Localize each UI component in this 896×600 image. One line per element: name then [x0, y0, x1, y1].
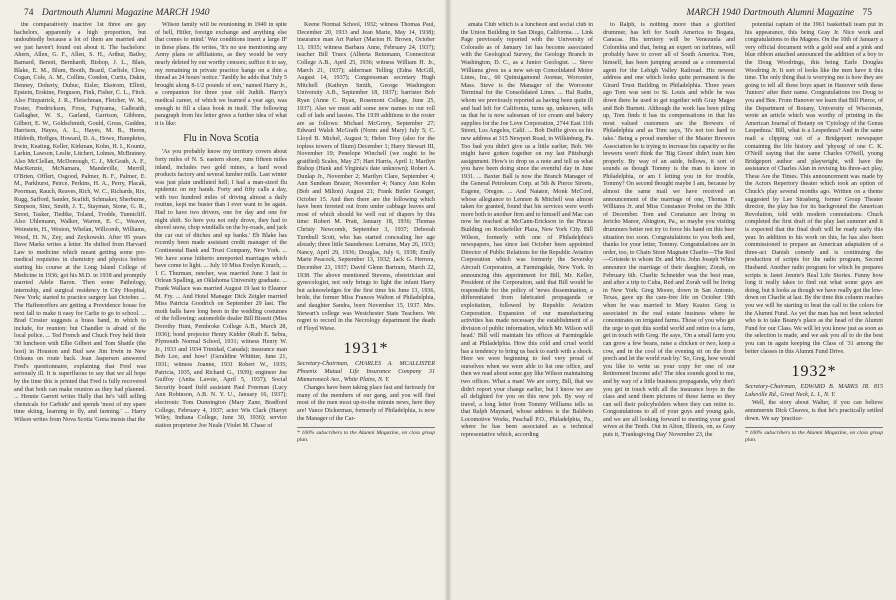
left-running-title: Dartmouth Alumni Magazine — [41, 8, 154, 18]
column-text: Well, the story about Walter, if you can believe annumernis Dick Cleaves, is that he's practically settled down. We say 'practice- — [745, 400, 883, 422]
book-gutter — [444, 0, 452, 600]
right-page — [448, 0, 896, 600]
column-text: 'As you probably know my territory covers about forty miles of N. S. eastern shore, runs fifteen miles inland, includes two gold mines, a hard wood products factory and several lumber mills. Last winter was just plain undiluted hell; I had a man-sized flu epidemic on my hands. Forty and fifty calls a day, with two hundred miles of driving almost a daily routine, kept me busier than I ever want to be again. Had to have two drivers, one for day and one for night shift. So here you not only drove, they had to shovel snow, chop windfalls on the by-roads, and jack the car out of ditches and up banks.' Eb Blake has recently been made assistant credit manager of the Continental Bank and Trust Company, New York. ... We have some hitherto unreported marriages which have come to light. ... July 10 Miss Evelyn Korach, ... 1 C. Thurman, rancher, was married June 3 last to Orlean Spalling, an Oklahoma University graduate. ... Frank Wallace was married August 19 last to Eleanor M. Fry. ... And Hotel Manager Dick Zeigler married Miss Patricia Goodrich on September 29 last. The moth balls have long been in the wedding costumes of the following: automobile dealer Bill Bissett (Miss Dorothy Hunt, Pembroke College A.B., March 28, 1936); bond projector Henry Kidder (Ruth E. Sebra, Plymouth Normal School, 1931; witness Henry W. Jr., 1933 and 1934 Trinidad, Canada); insurance man Bob Lee, and how! (Geraldine Whittier, June 21, 1931; witness Joanne, 1931 Robert W., 1935; Patricia, 1935, and Richard G., 1939); engineer Joe Guilfoy (Anita Lavoie, April 5, 1937); Social Security board field assistant Paul Freeman (Lucy Ann Robinson, A.B. N. Y. U., January 16, 1937); electronic Tom Dunnington (Mary Zane, Bradford College, February 4, 1937; actor Wis Clark (Harryt Wiley, Indiana College, June 30, 1936); service station proprietor Joe Neale (Violet M. Chase of — [155, 149, 287, 429]
left-column-3 — [297, 22, 435, 588]
right-column-1 — [461, 22, 593, 588]
column-text: Wilson family will be reunioning in 1940 in spite of hell, Hitler, foreign exchange and anything else that comes to mind.' War conditions insert a large IF in these plans. He writes, 'It's no use mentioning any Army plans or affiliations, as they would be very nearly deleted by our worthy censors; suffice it to say, my remaining in private practice hangs on a thin a thread as 24 hours' notice.' Tardily he adds that 'July 5 brought along 8-1/2 pounds of son,' named Harry Jr., a companion for three year old Judith. Harry's medical career, of which we learned a year ago, was enough to fill a class book in itself. The following paragraph from his letter gives a further idea of what it is like: — [155, 22, 287, 127]
right-issue-date: MARCH 1940 — [686, 8, 741, 18]
left-page-number: 74 — [24, 8, 34, 18]
left-issue-date: MARCH 1940 — [155, 8, 210, 18]
section-heading-flu: Flu in Nova Scotia — [183, 133, 259, 145]
right-running-head — [686, 8, 878, 18]
footnote-1931: * 100% subscribers to the Alumni Magazine, on class group plan. — [297, 427, 435, 444]
left-column-2 — [155, 22, 287, 588]
footnote-1932: * 100% subscribers to the Alumni Magazine, on class group plan. — [745, 427, 883, 444]
right-column-3 — [745, 22, 883, 588]
class-secretary-1932: Secretary-Chairman, EDWARD B. MARKS JR. 815 Lakeville Rd., Great Neck, L. I., N. Y. — [745, 384, 883, 398]
class-year-heading-1931: 1931* — [343, 340, 389, 358]
column-text: the comparatively inactive 1st three are gay bachelors, apparently a high proportion, but undoubtedly because a lot of them are married and we just haven't found out about it. The bachelors: Ahern, Allen, G. F., Allen, S. H., Arthur, Bailey, Barnard, Benoit, Bernhardt, Bishop, J. L., Blais, Blake, E. M., Blum, Booth, Brazil, Carlisle, Clow, Cogan, Cole, A. M., Collins, Condon, Curtis, Dakin, Denney, Doherty, Dubuc, Eisler, Ekstrom, Elliott, Epstein, Erskine, Ferguson, Fink, Fisher, C. L., Fitch. Also Fitzpatrick, J. R., Fleischman, Fletcher, W. M., Foster, Fredrickson, Frost, Fujiyama, Galbraith, Gallagher, W. S., Garland, Garrison, Gibbons, Gilbert, E. W., Goldschmidt, Gould, Gross, Gudden, Harrison, Hayes, A. L., Hayes, M. B., Heron, Hildreth, Hoffges, Howard, D. A., Howe, Humphries, Irwin, Keating, Keller, Kirkman, Kohn, H. I., Kountz, Larkin, Lawson, Leslie, Litchert, Lohnes, McBratney. Also McClellan, McDonough, C. J., McGrath, A. F., MacKenzie, McNamara, Mandeville, Merrill, O'Brien, Offlert, Osgood, Palmer, B. F., Palmer, E. M., Parkhurst, Peirce, Perkins, H. A., Perry, Placak, Poorman, Rauch, Reaves, Rich, W. C., Richards, Rix, Rugg, Safford, Sander, Scafidi, Schmaker, Sherburne, Simpson, Sinz, Smith, J. T., Stayman, Stone, G. R., Street, Tasker, Tiedtke, Toland, Trodde, Tunnicliff. Also Uhlemann, Walker, Warren, E. C., Weaver, Weinstein, H., Weston, Whelan, Willcomb, Williams, Wood, H. N., Zey, and Zeykowski. After 95 years Dave Marks writes a letter. He shifted from Harvard Law to medicine which meant getting some pre-medical requisites in chemistry and physics before starting his course at the Long Island College of Medicine in 1936; got his M.D. in 1938 and promptly married Adele Baron. Then some Pathology, internship, and surgical residency in City Hospital, New York; started to practice surgery last October. ... The Haffenreffers are getting a Providence house for next fall to make it easy for Carlie to go to school. ... Brad Crosier suggests a brass band, in which to include, for reunion: but Chandler is afraid of the local police. ... Ted French and Chuck Frey held their '30 luncheon with Ellie Gilbert and Tom Shattle (the host) in Houston and Bud saw Jim Irwin in New Orleans on route back. Jean Jaspersen answered Fred's questionnaire, explaining that Fred was seriously ill. It is superfluous to say that we all hope by the time this is printed that Fred is fully recovered and that both can make reunion as they had planned. ... Hennie Garrett writes Hally that he's 'still selling chemicals for Carbide' and spends 'most of my spare time skiing, learning to fly, and farming.' ... Harry Wilson writes from Nova Scotia 'Greta insists that the — [14, 22, 146, 423]
left-running-head — [18, 8, 210, 18]
column-text: Keene Normal School, 1932; witness Thomas Paul, December 20, 1933 and Jean Marie, May 14, 1938); insurance man Art Parker (Marion H. Brown, October 13, 1935; witness Barbara Anne, February 24, 1937); teacher Bill Truex (Alberta Reinmann, Connecticut College A.B., April 25, 1936; witness William H. Jr., March 21, 1937); alderman Telling (Edna McGill, August 14, 1937); Congressman secretary Hugh Mitchell (Kathryn Smith, George Washington University A.B., September 18, 1937); barrister Bob Ryan (Anne C. Ryan, Rosemont College, June 25, 1937). Also we must add some new names to our roll call of lads and lassies. The 1939 additions to the roster are as follows: Michael McGrory, September 27; Edward Walsh McGrath (Norm and Mary) July 5; C. Lloyd B. Michel, August 5; Helen Troy (also for the topless towers of Ilium) December 1; Harry Stewart III, November 19; Penelope Winchell (we ought to be gratified) Scales, May 27; Hart Harris, April 1; Marilyn Bishop (Hank and Virginia's date unknown); Robert A. Dunlap Jr., November 2; Marilyn Clare, September 4; Ann Sundean Brazer, November 4; Nancy Ann Kohn (Bob and Milton) August 21; Frank Butler Granger, October 15. And then there are the following which have been ferreted out from under cabbage leaves and most of which should be well out of diapers by this time: Robert M. Pratt, January 18, 1936; Thomas Christy Newcomb, September 3, 1937; Deborah Turnbull Scott, who has started concealing her age already; three little Saunderses: Lorraine, May 26, 1933; Nancy, April 29, 1936; Douglas, July 6, 1938; Emily Marie Peacock, September 13, 1932; Jack G. Herrera, December 23, 1937; David Glenn Bartram, March 22, 1938. The above mentioned Stevens, obstetrician and gynecologist, not only brings to light the infant Harry but acknowledges for the first time his June 13, 1936, bride, the former Miss Frances Walton of Philadelphia, and daughter Sandra, born November 15, 1937. Mrs. Stewart's college was Westchester State Teachers. We regret to record in the Necrology department the death of Floyd Wiese. — [297, 22, 435, 332]
right-page-number: 75 — [862, 8, 872, 18]
column-text: amata Club which is a luncheon and social club in the Union Building in San Diego, California. ... Link Page previously reported with the University of Colorado as of January 1st has become associated with the Geological Survey, the Geology Branch in Washington, D. C., as a Junior Geologist. ... Steve Williams gives us a new set-up Consolidated Motor Lines, Inc., 60 Quinsigamond Avenue, Worcester, Mass. Steve is the Manager of the Worcester Terminal for the Consolidated Lines. ... Hal Radin, whom we previously reported as having been quite ill and had left for California, turns up, unknown, tells us that he is now salesman of ice cream and bakery supplies for the Joe Love Corporation, 2744 East 11th Street, Los Angeles, Calif. ... Bob Duffie gives us his new address at 315 Newport Road, in Wilkinburg, Pa. Too bad you didn't give us a little earlier, Bob. We might have gotten together on my last Pittsburgh assignment. How's to drop us a note and tell us what you have been doing since the eventful day in June 1931. ... Baxter Ball is now the Branch Manager of the General Petroleum Corp. at 5th & Pierce Streets, Eugene, Oregon. ... And Natator, Monk McCord, whose allegiance to Lennen & Mitchell was almost taken for granted, found that his services were worth more both to another firm and to himself and Mac can now be reached at McCann-Erickson in the Pincus Building on Rockefeller Plaza, New York City. Bill Wilson, formerly with one of Philadelphia's newspapers, has since last October been appointed Director of Public Relations for the Republic Aviation Corporation which was formerly the Seversky Aircraft Corporation, at Farmingdale, New York. In announcing this appointment for Bill, Mr. Keller, President of the Corporation, said that Bill would be responsible for the policy of 'news dissemination, a differentiated from fabricated propaganda or exploitation, followed by Republic Aviation Corporation. Expansion of our manufacturing activities has made necessary the establishment of a division of public information, which Mr. Wilson will head.' Bill will maintain his offices at Farmingdale and at Philadelphia. How this cold and cruel world has a tendency to bring us back to earth with a shock. Here we were beginning to feel very proud of ourselves when we were able to list one office, and then we read about some guy like Wilson maintaining two offices. What a man! We are sorry, Bill, that we didn't report your change earlier, but I know we are all delighted for you on this new job. By way of travel, a long letter from Tommy Williams tells us that Ralph Maynard, whose address is the Baldwin Locomotive Works, Paschall P.O., Philadelphia, Pa., where he has been associated as a technical representative which, according — [461, 22, 593, 439]
class-secretary-1931: Secretary-Chairman, CHARLES A. MCALLISTER Phoenix Mutual Life Insurance Company 31 Mamaroneck Ave., White Plains, N. Y. — [297, 361, 435, 383]
class-year-heading-1932: 1932* — [791, 363, 837, 381]
left-column-1 — [14, 22, 146, 588]
column-text: to Ralph, is nothing more than a glorified drummer, has left for South America to Bogata, Caracas. His territory will be Venezuela and Colombia and that, being an expert on turbines, will probably have to cover all of South America. Tom, himself, has been jumping around as a commercial agent for the Lehigh Valley Railroad. His newest address and one which looks quite permanent is the Girard Trust Building in Philadelphia. Three years ago Tom was sent to St. Louis and while he was down there he used to get together with Gray Magee and Bob Burnett. Although the work has been piling up, Tom finds it has its compensations in that his most valued customers are the Brewers of Philadelphia and as Tom says, 'It's not too hard to take.' Being a proud member of the Master Brewers Association he is trying to increase his capacity so the brewers won't think the 'Big Green' didn't train him properly. By way of an aside, fellows, it sort of sounds as though Tommy is the man to know in Philadelphia, or am I letting you in for trouble, Tommy? On second thought maybe I am, because by almost the same mail we have received an announcement of the marriage of one, Thomas F. Williams Jr. and Miss Constance Probst on the 30th of December. Tom and Constance are living in Jericho Manor, Abington, Pa., so maybe you visiting drummers better not try to force his hand on this beer situation too soon. Congratulations to you both and, thanks for your letter, Tommy. Congratulations are in order, too, to Chain Store Magnate Charlie—The Red—Gristede to whom Dr. and Mrs. John Joseph White announce the marriage of their daughter, Zorah, on February 6th. Charlie Schneider was the best man, and after a trip to Cuba, Red and Zorah will be living in New York. Greg Moore, down in San Antonio, Texas, gave up the care-free life on October 19th when he was married to Mary Keator. Greg is associated in the real estate business where he concentrates on irrigated farms. Those of you who get the urge to quit this sordid world and retire to a farm, get in touch with Greg. He says, 'On a small farm you can grow a few beans, raise a chicken or two, keep a cow, and in the cool of the evening sit on the front porch and let the world rush by.' So, Greg, how would you like to write us your copy for one of our Retirement Income ads? The idea sounds good to me, and by way of a little business propaganda, why don't you get in touch with all the insurance boys in the class and send them pictures of these farms so they can sell their policyholders where they can retire to. Congratulations to all of your guys and young gals, and we are all looking forward to meeting your good wives at the Tenth. Out in Alton, Illinois, on, as Gray puts it, 'Franksgiving Day' November 23, the — [603, 22, 735, 439]
column-text: potential captain of the 1961 basketball team put in his appearance, this being Gray Jr. Nice work and congratulations to the Magees. On the 10th of January a very official document with a gold seal and a pink and blue ribbon attached announced the addition of a boy to the Doug Woodrings, this being Earle Douglas Woodring Jr. It sort of looks like the men have it this time. The only thing that is worrying me is how they are going to tell all these boys apart in Hanover with these 'Juniors' after their name. Congratulations too Doug to you and Bee. From Hanover we learn that Bill Pierce, of the Department of Botany, University of Wisconsin, wrote an article which was worthy of printing in the American Journal of Botany on 'Cytology of the Genus Lespedeza.' Bill, what is a Lespedeza? And in the same mail a clipping out of a Bridgeport newspaper containing the life history and 'physog' of one C. K. O'Neill saying that the same Charles O'Neill, young Bridgeport author and playwright, will have the assistance of Charles Alan in revising his three-act play, These Are the Times. This announcement was made by the Actors Repertory theater which took an option of Chuck's play several months ago. Written on a theme suggested by Lee Strasberg, former Group Theater director, the play has for its background the American Revolution, told with modern connotations. Chuck completed the first draft of the play last summer and it is expected that the final draft will be ready early this year. In addition to his work on this, he has also been commissioned to prepare an American adaptation of a three-act Danish comedy and is continuing the production of scripts for the radio program, Second Husband. Another radio program for which he prepares scripts is Janet Jennie's Real Life Stories. Funny how long it really takes to find out what some guys are doing, but it looks as though we have really got the low-down on Charlie at last. By the time this column reaches you we will be starting to beat the call to the colors for the Alumni Fund. As yet the man has not been selected who is to take Beany's place as the head of the Alumni Fund for our Class. We will let you know just as soon as the selection is made, and we ask you all to do the best you can in again keeping the Class of '31 among the better classes in this Alumni Fund Drive. — [745, 22, 883, 355]
column-text: Changes have been taking place fast and furiously for many of the members of our gang, and you will find most of the men most up-to-the minute news, here they are! Vance Dickerman, formerly of Philadelphia, is now the Manager of the Car- — [297, 385, 435, 422]
right-running-title: Dartmouth Alumni Magazine — [742, 8, 855, 18]
right-column-2 — [603, 22, 735, 588]
